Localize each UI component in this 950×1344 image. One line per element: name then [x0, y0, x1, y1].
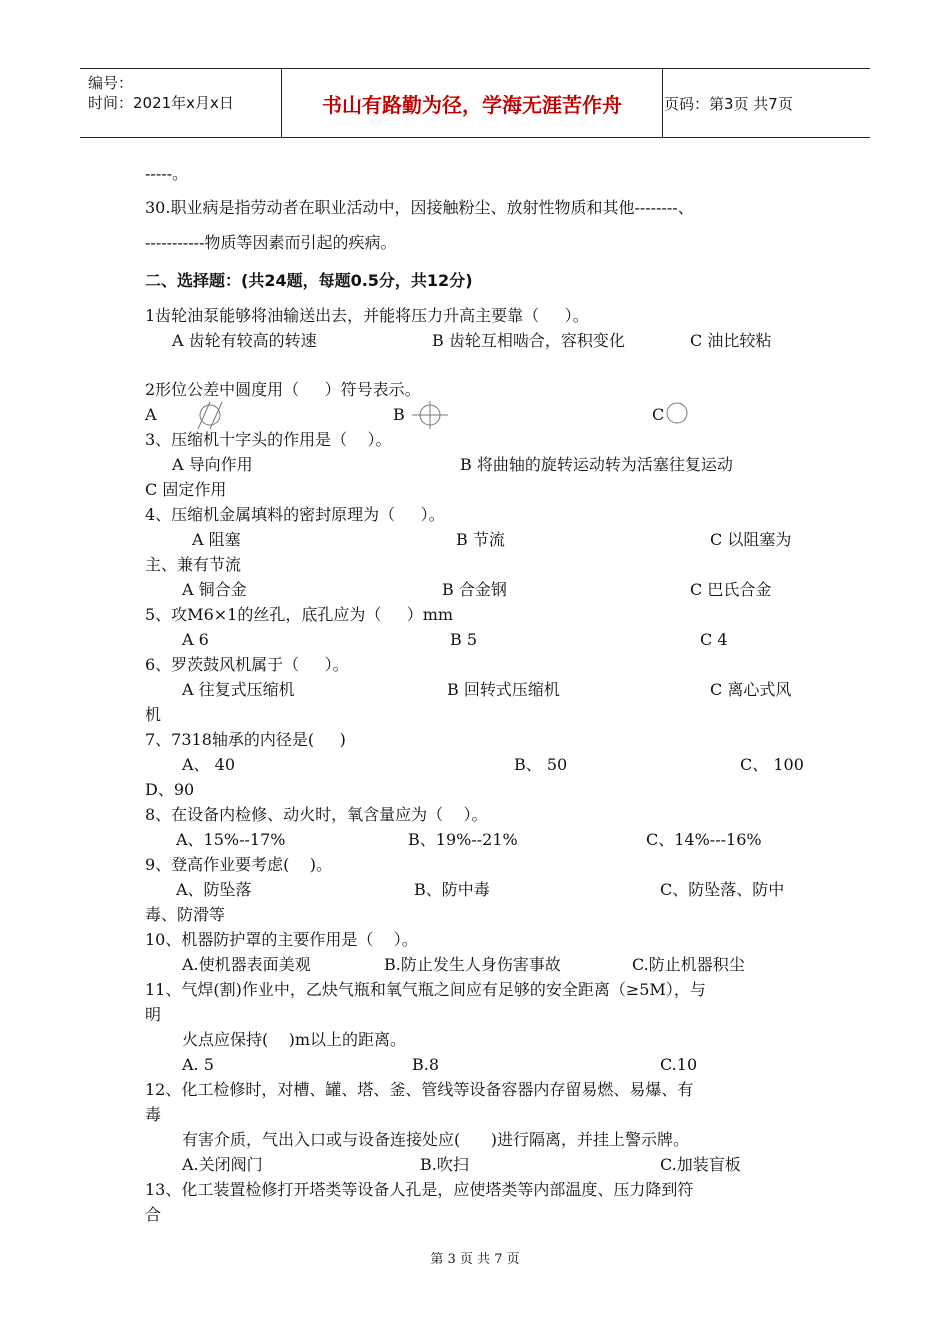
- question-10: 10、机器防护罩的主要作用是（ ）。: [145, 930, 418, 949]
- question-7: 7、7318轴承的内径是( ): [145, 730, 346, 749]
- question-8: 8、在设备内检修、动火时，氧含量应为（ ）。: [145, 805, 488, 824]
- option: B 合金钢: [442, 580, 507, 599]
- question-5: 5、攻M6×1的丝孔，底孔应为（ ）mm: [145, 605, 454, 624]
- option: C 巴氏合金: [690, 580, 772, 599]
- option: C 以阻塞为: [710, 530, 792, 549]
- text-line: 合: [145, 1205, 162, 1224]
- option: A.使机器表面美观: [182, 955, 311, 974]
- option: A、15%--17%: [176, 830, 286, 849]
- option: A 阻塞: [192, 530, 241, 549]
- question-9: 9、登高作业要考虑( )。: [145, 855, 333, 874]
- option: A 往复式压缩机: [182, 680, 295, 699]
- option: B: [393, 405, 405, 424]
- option: 主、兼有节流: [145, 555, 242, 574]
- question-12: 12、化工检修时，对槽、罐、塔、釜、管线等设备容器内存留易燃、易爆、有: [145, 1080, 694, 1099]
- option: C 油比较粘: [690, 331, 772, 350]
- option: C、14%---16%: [646, 830, 762, 849]
- text-line: 30.职业病是指劳动者在职业活动中，因接触粉尘、放射性物质和其他--------、: [145, 198, 694, 217]
- option: B 节流: [456, 530, 505, 549]
- option: B、 50: [514, 755, 568, 774]
- text-line: 毒: [145, 1105, 162, 1124]
- question-6: 6、罗茨鼓风机属于（ ）。: [145, 655, 349, 674]
- date-label: 时间：2021年x月x日: [88, 94, 234, 112]
- option: B 齿轮互相啮合，容积变化: [432, 331, 625, 350]
- text-line: -----。: [145, 164, 189, 183]
- text-line: 有害介质，气出入口或与设备连接处应( )进行隔离，并挂上警示牌。: [182, 1130, 690, 1149]
- option: C 固定作用: [145, 480, 227, 499]
- section-title: 二、选择题：(共24题，每题0.5分，共12分): [145, 271, 473, 290]
- option: C.加装盲板: [660, 1155, 741, 1174]
- code-label: 编号：: [88, 74, 134, 92]
- option: A. 5: [182, 1055, 214, 1074]
- text-line: 明: [145, 1005, 162, 1024]
- page-info: 页码：第3页 共7页: [664, 94, 793, 113]
- text-line: 火点应保持( )m以上的距离。: [182, 1030, 407, 1049]
- option: B 将曲轴的旋转运动转为活塞往复运动: [460, 455, 733, 474]
- position-symbol-icon: [410, 400, 450, 430]
- motto: 书山有路勤为径，学海无涯苦作舟: [281, 69, 663, 137]
- option: A 铜合金: [182, 580, 247, 599]
- option: B 回转式压缩机: [447, 680, 560, 699]
- option: A 6: [182, 630, 209, 649]
- question-3: 3、压缩机十字头的作用是（ ）。: [145, 430, 392, 449]
- option: B.防止发生人身伤害事故: [384, 955, 561, 974]
- option: B、19%--21%: [408, 830, 518, 849]
- option: C: [652, 405, 665, 424]
- question-11: 11、气焊(割)作业中，乙炔气瓶和氧气瓶之间应有足够的安全距离（≥5M），与: [145, 980, 706, 999]
- question-2: 2形位公差中圆度用（ ）符号表示。: [145, 380, 421, 399]
- option: A 导向作用: [172, 455, 253, 474]
- option: C.防止机器积尘: [632, 955, 745, 974]
- option: A、防坠落: [176, 880, 252, 899]
- option: B.8: [412, 1055, 440, 1074]
- option: D、90: [145, 780, 195, 799]
- text-line: -----------物质等因素而引起的疾病。: [145, 233, 397, 252]
- option: C.10: [660, 1055, 698, 1074]
- page-header: [80, 68, 870, 138]
- page-footer: 第 3 页 共 7 页: [430, 1252, 520, 1267]
- option: A、 40: [182, 755, 236, 774]
- option: C 离心式风: [710, 680, 792, 699]
- option: A: [145, 405, 157, 424]
- question-13: 13、化工装置检修打开塔类等设备人孔是，应使塔类等内部温度、压力降到符: [145, 1180, 694, 1199]
- option: A.关闭阀门: [182, 1155, 263, 1174]
- option: C 4: [700, 630, 728, 649]
- option: C、 100: [740, 755, 804, 774]
- option: 机: [145, 705, 162, 724]
- question-1: 1齿轮油泵能够将油输送出去，并能将压力升高主要靠（ ）。: [145, 306, 589, 325]
- cylindricity-symbol-icon: [190, 400, 230, 430]
- option: A 齿轮有较高的转速: [172, 331, 317, 350]
- option: 毒、防滑等: [145, 905, 226, 924]
- option: B、防中毒: [414, 880, 490, 899]
- option: C、防坠落、防中: [660, 880, 785, 899]
- header-left: [88, 73, 234, 113]
- circularity-symbol-icon: [662, 400, 692, 430]
- option: B 5: [450, 630, 478, 649]
- option: B.吹扫: [420, 1155, 469, 1174]
- question-4: 4、压缩机金属填料的密封原理为（ ）。: [145, 505, 445, 524]
